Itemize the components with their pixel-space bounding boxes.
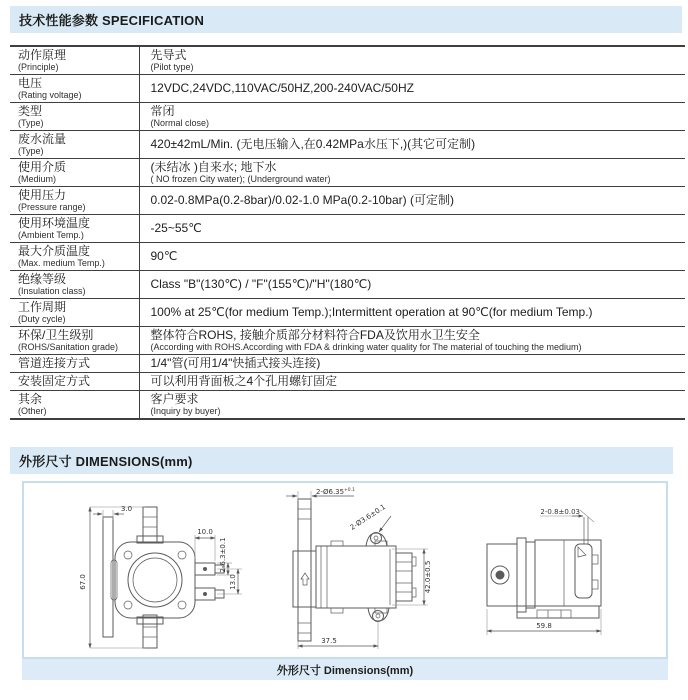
specification-table xyxy=(10,45,685,420)
row-value-cn: 客户要求 xyxy=(150,392,199,406)
row-label-en: (Other) xyxy=(18,406,47,416)
specification-section-title: 技术性能参数 SPECIFICATION xyxy=(10,6,682,33)
dimensions-caption: 外形尺寸 Dimensions(mm) xyxy=(22,659,668,680)
row-label-cn: 使用压力 xyxy=(18,188,67,202)
side-width-dim: 37.5 xyxy=(321,637,337,645)
row-value-cn: 整体符合ROHS, 接触介质部分材料符合FDA及饮用水卫生安全 xyxy=(150,328,480,342)
row-label-cn: 最大介质温度 xyxy=(18,244,91,258)
table-row xyxy=(10,215,685,243)
row-value-cn: Class "B"(130℃) / "F"(155℃)/"H"(180℃) xyxy=(150,277,372,291)
row-label-en: (Insulation class) xyxy=(18,286,86,296)
table-row xyxy=(10,46,685,75)
row-label-cn: 使用介质 xyxy=(18,160,67,174)
front-view-drawing xyxy=(79,505,242,648)
row-label-cn: 使用环境温度 xyxy=(18,216,91,230)
table-row xyxy=(10,131,685,159)
row-label-cn: 其余 xyxy=(18,392,43,406)
row-value-en: (Inquiry by buyer) xyxy=(150,406,221,416)
row-label-en: (Type) xyxy=(18,118,44,128)
side-tube-tolerance: +0.1 xyxy=(344,488,355,493)
row-label-en: (Duty cycle) xyxy=(18,314,66,324)
row-value-cn: 先导式 xyxy=(150,48,187,62)
row-label-en: (Type) xyxy=(18,146,44,156)
row-value-cn: 100% at 25℃(for medium Temp.);Intermittent operation at 90℃(for medium Temp.) xyxy=(150,305,593,319)
front-terminal-width-dim: 2-6.3±0.1 xyxy=(219,537,227,573)
table-row xyxy=(10,299,685,327)
row-label-cn: 环保/卫生级别 xyxy=(18,328,94,342)
front-plate-dim: 3.0 xyxy=(121,505,133,513)
row-label-en: (Max. medium Temp.) xyxy=(18,258,105,268)
row-value-en: (Normal close) xyxy=(150,118,210,128)
end-length-dim: 59.8 xyxy=(536,622,552,630)
row-label-cn: 类型 xyxy=(18,104,43,118)
end-view-drawing xyxy=(487,508,601,635)
row-value-cn: 420±42mL/Min. (无电压输入,在0.42MPa水压下,)(其它可定制) xyxy=(150,137,476,151)
row-label-en: (Principle) xyxy=(18,62,59,72)
row-label-cn: 动作原理 xyxy=(18,48,67,62)
row-value-en: (According with ROHS.According with FDA & drinking water quality for The material of touching the medium) xyxy=(150,342,582,352)
table-row xyxy=(10,103,685,131)
row-value-cn: 90℃ xyxy=(150,249,178,263)
row-label-cn: 工作周期 xyxy=(18,300,67,314)
row-label-en: (Rating voltage) xyxy=(18,90,82,100)
table-row xyxy=(10,75,685,103)
row-label-en: (ROHS/Sanitation grade) xyxy=(18,342,119,352)
row-label-cn: 废水流量 xyxy=(18,132,67,146)
table-row xyxy=(10,355,685,373)
row-value-cn: 常闭 xyxy=(150,104,175,118)
dimensions-section-title: 外形尺寸 DIMENSIONS(mm) xyxy=(10,447,673,474)
row-value-cn: 1/4"管(可用1/4"快插式接头连接) xyxy=(150,356,321,370)
table-row xyxy=(10,243,685,271)
table-row xyxy=(10,373,685,391)
row-label-cn: 安装固定方式 xyxy=(18,374,91,388)
row-label-en: (Medium) xyxy=(18,174,57,184)
row-value-cn: 可以利用背面板之4个孔用螺钉固定 xyxy=(150,374,338,388)
side-view-drawing xyxy=(286,487,432,649)
row-value-cn: -25~55℃ xyxy=(150,221,202,235)
drawing-canvas xyxy=(22,481,668,659)
side-height-dim: 42.0±0.5 xyxy=(424,560,432,594)
dimensions-figure xyxy=(22,481,668,680)
row-value-en: ( NO frozen City water); (Underground water) xyxy=(150,174,331,184)
table-row xyxy=(10,271,685,299)
row-label-cn: 电压 xyxy=(18,76,43,90)
row-value-cn: 12VDC,24VDC,110VAC/50HZ,200-240VAC/50HZ xyxy=(150,81,414,95)
side-tube-diameter-dim: 2-Ø6.35 xyxy=(316,488,345,496)
end-pin-dim: 2-0.8±0.03 xyxy=(540,508,580,516)
side-hole-diameter-dim: 2-Ø3.6±0.1 xyxy=(348,502,388,532)
table-row xyxy=(10,159,685,187)
technical-drawing-svg xyxy=(24,483,666,657)
row-label-cn: 绝缘等级 xyxy=(18,272,67,286)
front-height-dim: 67.0 xyxy=(79,574,87,590)
row-value-cn: (未结冰 )自来水; 地下水 xyxy=(150,160,277,174)
row-value-en: (Pilot type) xyxy=(150,62,194,72)
front-terminal-pitch-dim: 13.0 xyxy=(229,574,237,590)
front-terminal-length-dim: 10.0 xyxy=(197,528,213,536)
table-row xyxy=(10,187,685,215)
row-label-cn: 管道连接方式 xyxy=(18,356,91,370)
row-label-en: (Ambient Temp.) xyxy=(18,230,84,240)
row-label-en: (Pressure range) xyxy=(18,202,86,212)
table-row xyxy=(10,327,685,355)
row-value-cn: 0.02-0.8MPa(0.2-8bar)/0.02-1.0 MPa(0.2-10bar) (可定制) xyxy=(150,193,454,207)
table-row xyxy=(10,391,685,420)
